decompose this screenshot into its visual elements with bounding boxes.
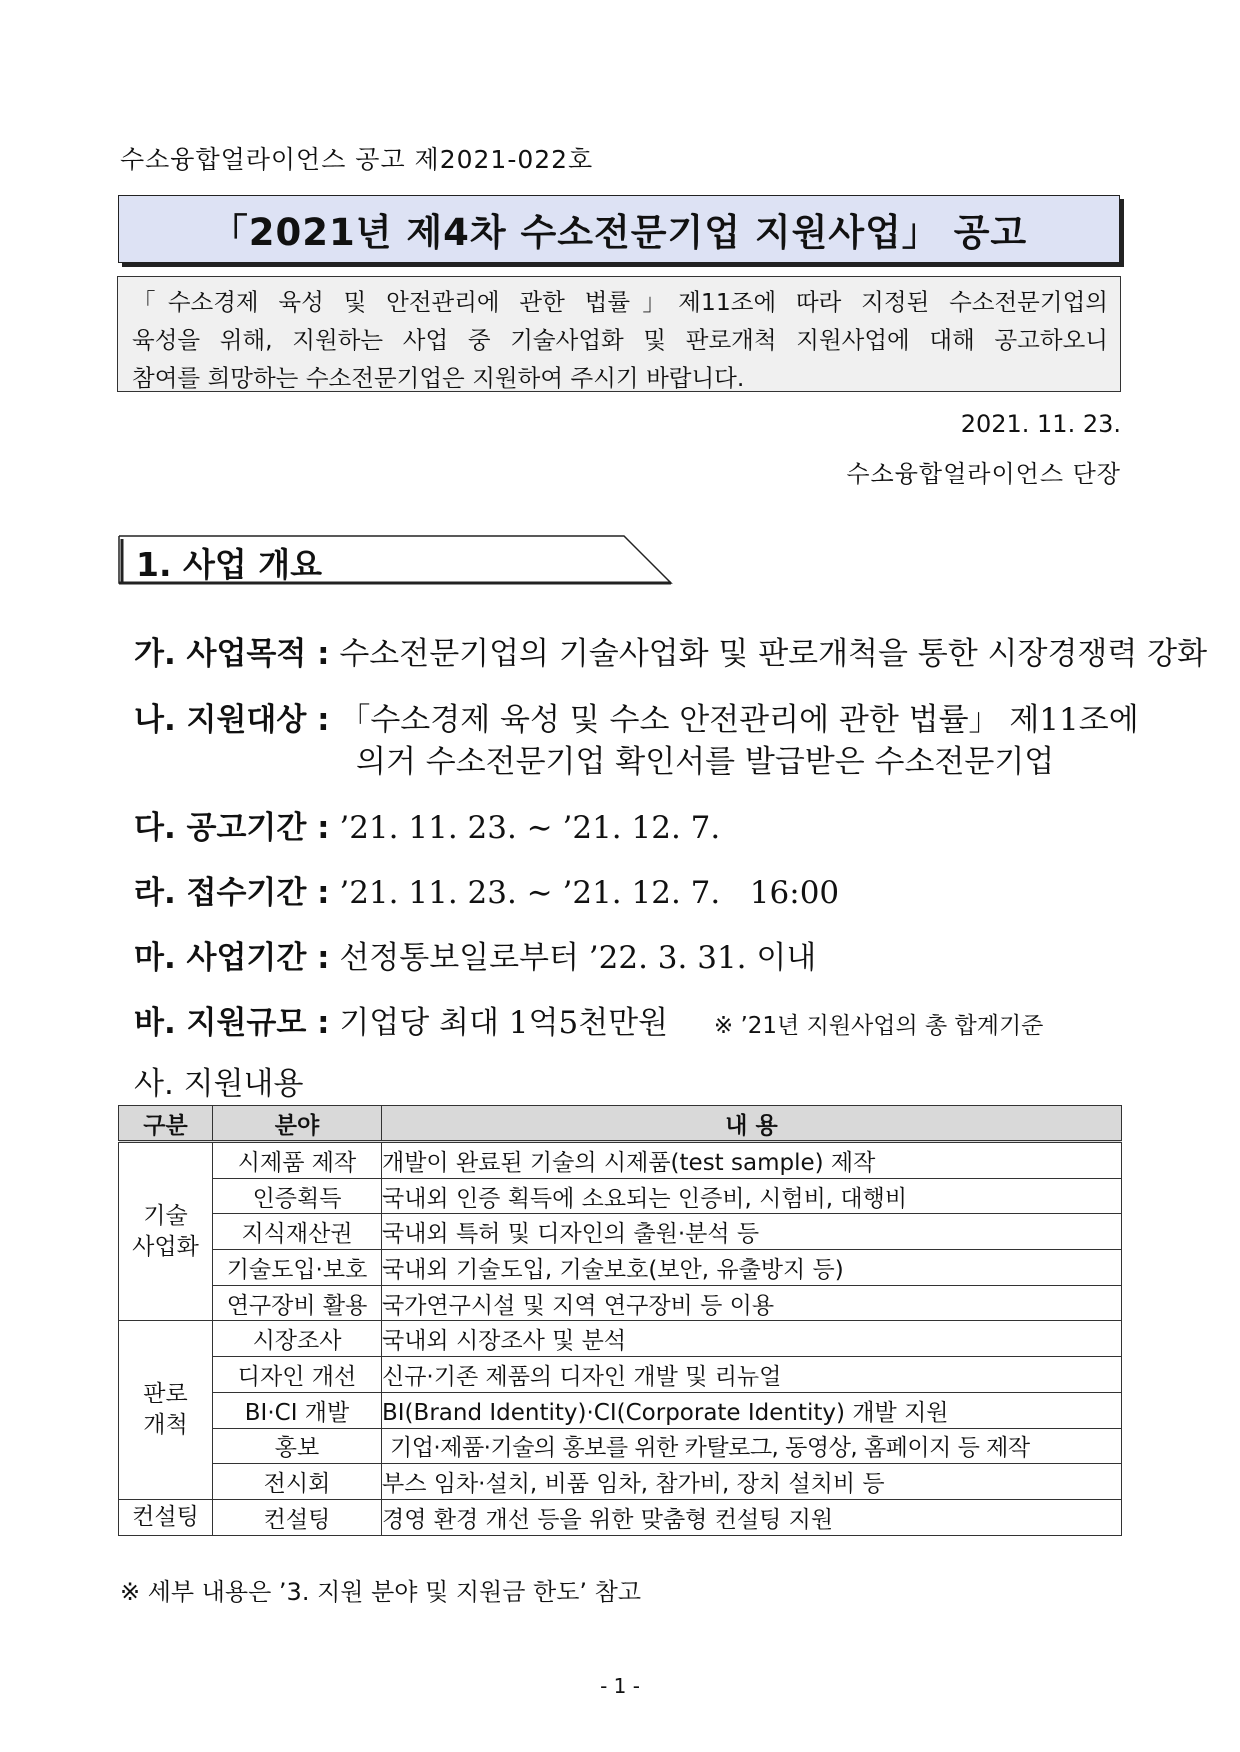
row-field: BI·CI 개발 bbox=[213, 1392, 382, 1428]
support-table bbox=[118, 1105, 1122, 1536]
row-field: 지식재산권 bbox=[213, 1214, 382, 1250]
row-desc: 기업·제품·기술의 홍보를 위한 카탈로그, 동영상, 홈페이지 등 제작 bbox=[382, 1428, 1122, 1464]
row-field: 기술도입·보호 bbox=[213, 1250, 382, 1286]
item-text: ’21. 11. 23. ∼ ’21. 12. 7. bbox=[339, 810, 721, 846]
header-content: 내 용 bbox=[382, 1106, 1122, 1142]
table-row bbox=[119, 1499, 1122, 1535]
page-number: - 1 - bbox=[600, 1674, 640, 1698]
table-row bbox=[119, 1285, 1122, 1321]
table-row bbox=[119, 1250, 1122, 1286]
notice-date: 2021. 11. 23. bbox=[960, 410, 1121, 438]
item-target-continued: 의거 수소전문기업 확인서를 발급받은 수소전문기업 bbox=[356, 744, 1055, 780]
section-title: 1. 사업 개요 bbox=[136, 545, 322, 584]
category-market: 판로 개척 bbox=[119, 1321, 213, 1499]
document-title: 「2021년 제4차 수소전문기업 지원사업」 공고 bbox=[210, 211, 1028, 254]
row-field: 컨설팅 bbox=[213, 1499, 382, 1535]
section-heading bbox=[118, 535, 673, 585]
item-text: 선정통보일로부터 ’22. 3. 31. 이내 bbox=[339, 940, 817, 976]
row-field: 디자인 개선 bbox=[213, 1357, 382, 1393]
row-desc: 국내외 인증 획득에 소요되는 인증비, 시험비, 대행비 bbox=[382, 1178, 1122, 1214]
category-consult: 컨설팅 bbox=[119, 1499, 213, 1535]
row-field: 시제품 제작 bbox=[213, 1142, 382, 1179]
item-label: 라. 접수기간 : bbox=[134, 875, 330, 911]
issuer: 수소융합얼라이언스 단장 bbox=[846, 460, 1121, 488]
footnote: ※ 세부 내용은 ’3. 지원 분야 및 지원금 한도’ 참고 bbox=[120, 1578, 642, 1606]
item-text: 기업당 최대 1억5천만원 bbox=[339, 1005, 669, 1041]
row-desc: 경영 환경 개선 등을 위한 맞춤형 컨설팅 지원 bbox=[382, 1499, 1122, 1535]
item-label: 마. 사업기간 : bbox=[134, 940, 330, 976]
title-box bbox=[118, 195, 1120, 263]
row-desc: 국내외 기술도입, 기술보호(보안, 유출방지 등) bbox=[382, 1250, 1122, 1286]
row-desc: 신규·기존 제품의 디자인 개발 및 리뉴얼 bbox=[382, 1357, 1122, 1393]
intro-line: 참여를 희망하는 수소전문기업은 지원하여 주시기 바랍니다. bbox=[132, 364, 745, 392]
table-row bbox=[119, 1321, 1122, 1357]
table-header-row bbox=[119, 1106, 1122, 1142]
row-desc: 국내외 특허 및 디자인의 출원·분석 등 bbox=[382, 1214, 1122, 1250]
item-label: 다. 공고기간 : bbox=[134, 810, 330, 846]
row-desc: 부스 임차·설치, 비품 임차, 참가비, 장치 설치비 등 bbox=[382, 1464, 1122, 1500]
intro-line: 「수소경제 육성 및 안전관리에 관한 법률」제11조에 따라 지정된 수소전문기업의 bbox=[132, 288, 1108, 316]
table-row bbox=[119, 1142, 1122, 1179]
item-text: ’21. 11. 23. ∼ ’21. 12. 7. 16:00 bbox=[339, 875, 840, 911]
item-text: 수소전문기업의 기술사업화 및 판로개척을 통한 시장경쟁력 강화 bbox=[339, 636, 1208, 672]
item-text: 「수소경제 육성 및 수소 안전관리에 관한 법률」 제11조에 bbox=[339, 702, 1139, 738]
item-label: 가. 사업목적 : bbox=[134, 636, 330, 672]
notice-number: 수소융합얼라이언스 공고 제2021-022호 bbox=[120, 145, 594, 174]
intro-line: 육성을 위해, 지원하는 사업 중 기술사업화 및 판로개척 지원사업에 대해 공고하오니 bbox=[132, 326, 1108, 354]
table-row bbox=[119, 1357, 1122, 1393]
category-tech: 기술 사업화 bbox=[119, 1142, 213, 1321]
item-purpose bbox=[134, 628, 1207, 673]
row-desc: BI(Brand Identity)·CI(Corporate Identity) 개발 지원 bbox=[382, 1392, 1122, 1428]
table-row bbox=[119, 1392, 1122, 1428]
row-field: 전시회 bbox=[213, 1464, 382, 1500]
table-row bbox=[119, 1178, 1122, 1214]
item-project-period bbox=[134, 932, 816, 977]
item-notice-period bbox=[134, 802, 720, 847]
table-row bbox=[119, 1428, 1122, 1464]
item-label: 사. 지원내용 bbox=[134, 1066, 304, 1102]
row-field: 시장조사 bbox=[213, 1321, 382, 1357]
row-field: 홍보 bbox=[213, 1428, 382, 1464]
intro-box bbox=[117, 276, 1121, 392]
item-label: 바. 지원규모 : bbox=[134, 1005, 330, 1041]
row-desc: 국내외 시장조사 및 분석 bbox=[382, 1321, 1122, 1357]
item-apply-period bbox=[134, 867, 839, 912]
item-target bbox=[134, 694, 1139, 739]
row-field: 연구장비 활용 bbox=[213, 1285, 382, 1321]
item-note: ※ ’21년 지원사업의 총 합계기준 bbox=[713, 1013, 1044, 1039]
header-category: 구분 bbox=[119, 1106, 213, 1142]
table-row bbox=[119, 1214, 1122, 1250]
item-label: 나. 지원대상 : bbox=[134, 702, 330, 738]
item-scale bbox=[134, 997, 1043, 1042]
header-field: 분야 bbox=[213, 1106, 382, 1142]
row-field: 인증획득 bbox=[213, 1178, 382, 1214]
item-content bbox=[134, 1058, 303, 1103]
row-desc: 개발이 완료된 기술의 시제품(test sample) 제작 bbox=[382, 1142, 1122, 1179]
table-row bbox=[119, 1464, 1122, 1500]
row-desc: 국가연구시설 및 지역 연구장비 등 이용 bbox=[382, 1285, 1122, 1321]
